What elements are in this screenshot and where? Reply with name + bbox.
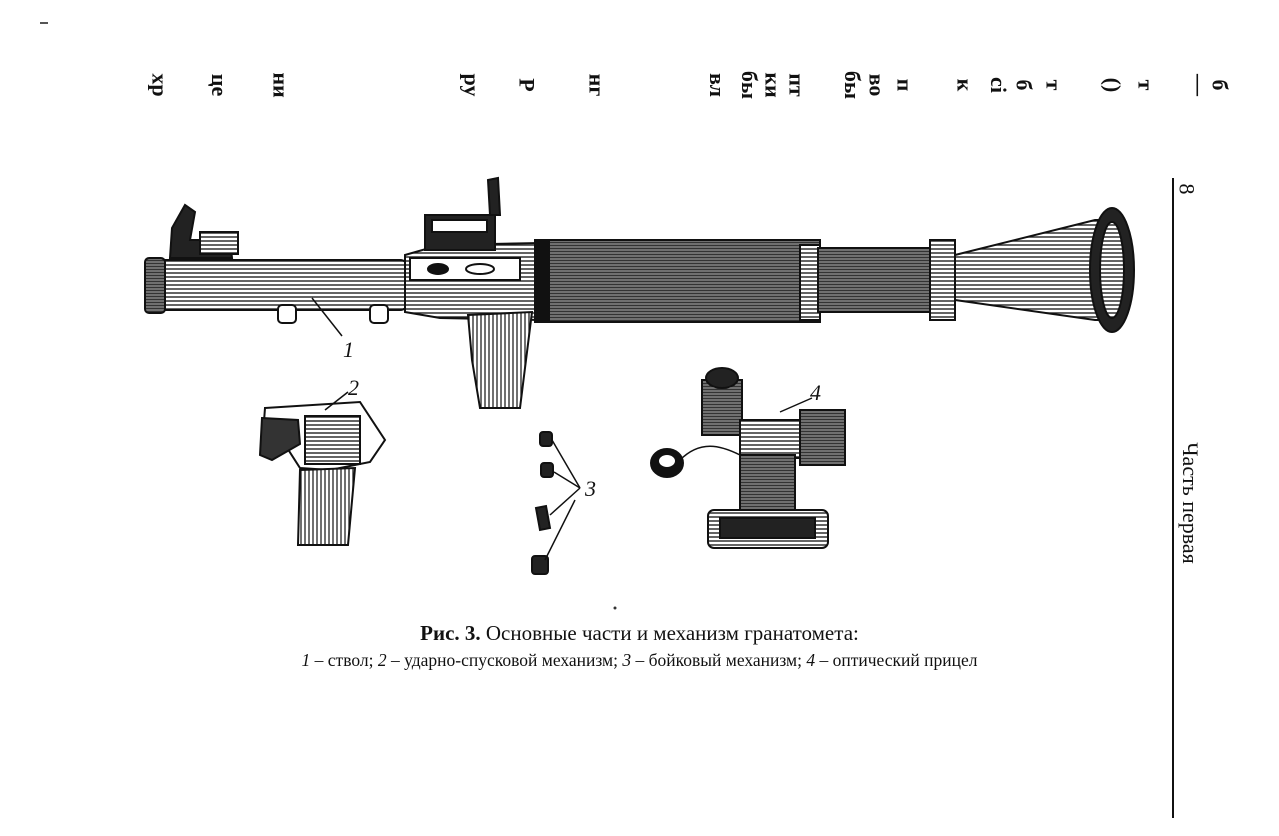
figure-legend (0, 650, 1279, 671)
callout-1: 1 (343, 337, 354, 362)
fragment: вл (704, 73, 730, 97)
legend-num: 2 (377, 650, 387, 670)
fragment: () (1100, 77, 1126, 93)
legend-text: – ствол; (310, 650, 378, 670)
fragment: во (864, 73, 890, 97)
fragment: ру (459, 73, 485, 97)
fragment: б (1207, 79, 1233, 91)
figure-label: Рис. 3. (420, 621, 481, 645)
callout-3: 3 (585, 476, 596, 501)
legend-num: 4 (806, 650, 816, 670)
legend-text: – оптический прицел (815, 650, 978, 670)
legend-text: – ударно-спусковой механизм; (386, 650, 623, 670)
fragment: т (1133, 79, 1159, 91)
fragment: ни (268, 72, 294, 98)
trigger-mechanism (260, 402, 385, 545)
legend-num: 3 (622, 650, 632, 670)
fragment: Р (514, 78, 540, 92)
fragment: сі (985, 77, 1011, 93)
fragment: — (1187, 74, 1212, 96)
fragment: б (1011, 79, 1037, 91)
figure-title: Основные части и механизм гранатомета: (485, 621, 859, 645)
page-number: 8 (1174, 183, 1200, 195)
fragment: нг (584, 73, 610, 97)
fragment: ки (760, 72, 786, 98)
firing-pin-parts (532, 432, 580, 574)
fragment: бы (840, 70, 866, 100)
fragment: пт (784, 73, 810, 97)
legend-num: 1 (301, 650, 311, 670)
legend-text: – бойковый механизм; (631, 650, 807, 670)
launcher-barrel (145, 178, 1134, 408)
running-head: Часть первая (1178, 442, 1203, 564)
callout-2: 2 (348, 375, 359, 400)
fragment: хр (147, 73, 173, 97)
fragment: це (207, 73, 233, 97)
fragment: п (892, 78, 918, 92)
figure-caption-title (0, 621, 1279, 646)
fragment: т (1041, 79, 1067, 91)
callout-4: 4 (810, 380, 821, 405)
fragment: бы (737, 70, 763, 100)
fragment: к (952, 78, 978, 92)
